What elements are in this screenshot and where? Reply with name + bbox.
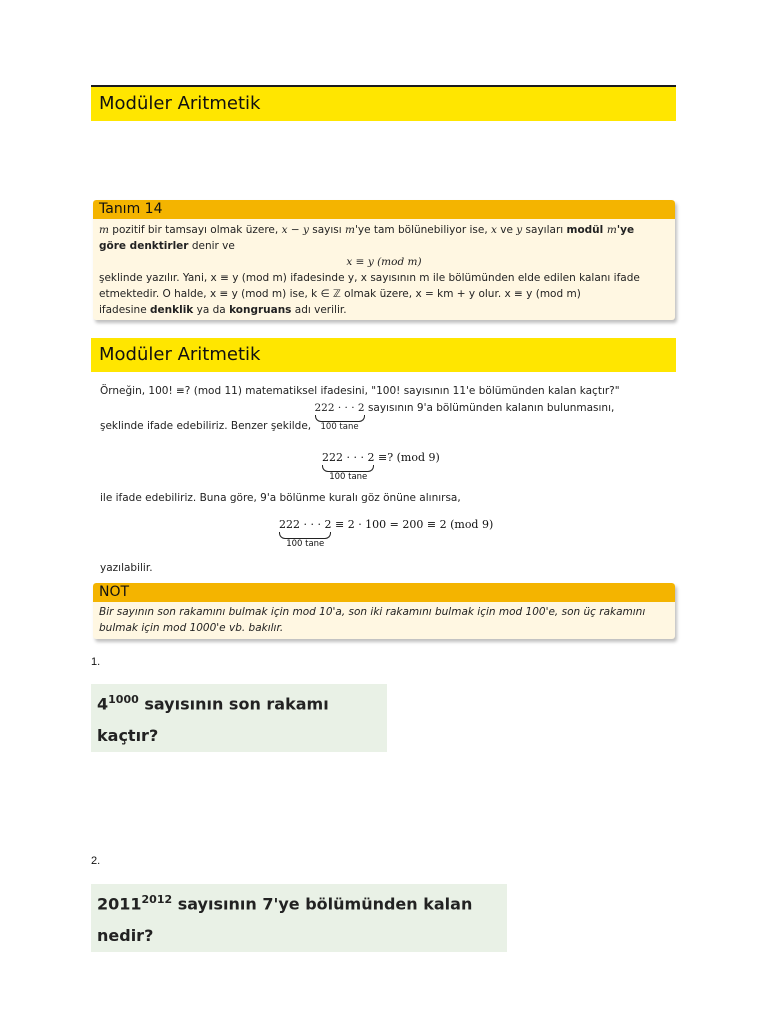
text: sayısının 9'a bölümünden kalanın bulunmasını,: [367, 402, 615, 414]
digits: 222 · · · 2: [314, 402, 365, 414]
text: ifadesine: [99, 304, 151, 316]
section-title-text: Modüler Aritmetik: [99, 93, 261, 114]
bold-term: göre denktirler: [99, 240, 189, 252]
formula-tail: ≡? (mod 9): [377, 451, 440, 464]
note-line-1: Bir sayının son rakamını bulmak için mod 10'a, son iki rakamını bulmak için mod 100'e, son üç rakamını: [99, 606, 646, 618]
brace-label: 100 tane: [329, 472, 368, 482]
text: denir ve: [188, 240, 235, 252]
section-title-2: [91, 338, 676, 372]
example-paragraph-4: yazılabilir.: [100, 562, 153, 574]
brace-label: 100 tane: [320, 422, 359, 432]
text: ve: [496, 224, 517, 236]
text: sayısı: [308, 224, 345, 236]
definition-box: [93, 200, 675, 320]
formula-2: [279, 517, 493, 551]
var-y: y: [516, 224, 523, 236]
text: pozitif bir tamsayı olmak üzere,: [108, 224, 282, 236]
definition-line-5: [99, 302, 669, 318]
question-1: [91, 684, 387, 752]
var-m: m: [99, 224, 109, 236]
underbrace-digits: [315, 400, 365, 432]
example-paragraph-1: Örneğin, 100! ≡? (mod 11) matematiksel ifadesini, "100! sayısının 11'e bölümünden kalan kaçtır?": [100, 385, 620, 397]
definition-body: [93, 219, 675, 320]
brace: [315, 415, 365, 422]
question-exponent: 2012: [141, 893, 173, 906]
var-m: m: [345, 224, 355, 236]
question-number-1: 1.: [91, 656, 101, 668]
bold-term: denklik: [150, 304, 194, 316]
question-base: 2011: [97, 894, 142, 914]
note-body: [93, 602, 675, 639]
bold-term: modül: [566, 224, 607, 236]
digits: 222 · · · 2: [322, 451, 375, 464]
note-box: [93, 583, 675, 639]
brace-label: 100 tane: [286, 539, 325, 549]
expr: x − y: [281, 224, 309, 236]
text: şeklinde ifade edebiliriz. Benzer şekilde,: [100, 420, 312, 432]
text: sayıları: [522, 224, 567, 236]
question-text: sayısının 7'ye bölümünden kalan nedir?: [97, 894, 473, 946]
var-m: m: [606, 224, 617, 236]
question-text: sayısının son rakamı kaçtır?: [97, 694, 329, 746]
definition-line-3: şeklinde yazılır. Yani, x ≡ y (mod m) ifadesinde y, x sayısının m ile bölümünden elde edilen kalanı ifade: [99, 272, 640, 284]
text: adı verilir.: [291, 304, 347, 316]
definition-line-1: [99, 222, 669, 238]
bold-term: 'ye: [616, 224, 635, 236]
definition-title: Tanım 14: [93, 200, 675, 219]
definition-line-2: [99, 238, 669, 254]
example-paragraph-2: [100, 400, 666, 434]
var-x: x: [491, 224, 497, 236]
question-exponent: 1000: [108, 693, 139, 706]
brace: [322, 465, 374, 472]
underbrace-digits: [279, 517, 331, 549]
section-title-1: [91, 87, 676, 121]
definition-formula: x ≡ y (mod m): [346, 256, 422, 268]
bold-term: kongruans: [229, 304, 292, 316]
question-number-2: 2.: [91, 855, 101, 867]
question-base: 4: [97, 694, 109, 714]
note-line-2: bulmak için mod 1000'e vb. bakılır.: [99, 622, 284, 634]
formula-1: [322, 450, 440, 484]
section-title-text: Modüler Aritmetik: [99, 344, 261, 365]
formula-tail: ≡ 2 · 100 = 200 ≡ 2 (mod 9): [334, 518, 494, 531]
definition-line-4: etmektedir. O halde, x ≡ y (mod m) ise, k ∈ ℤ olmak üzere, x = km + y olur. x ≡ y (mod m): [99, 288, 581, 300]
example-paragraph-3: ile ifade edebiliriz. Buna göre, 9'a bölünme kuralı göz önüne alınırsa,: [100, 492, 461, 504]
text: ya da: [193, 304, 230, 316]
question-2: [91, 884, 507, 952]
brace: [279, 532, 331, 539]
note-title: NOT: [93, 583, 675, 602]
digits: 222 · · · 2: [279, 518, 332, 531]
underbrace-digits: [322, 450, 374, 482]
text: 'ye tam bölünebiliyor ise,: [354, 224, 491, 236]
